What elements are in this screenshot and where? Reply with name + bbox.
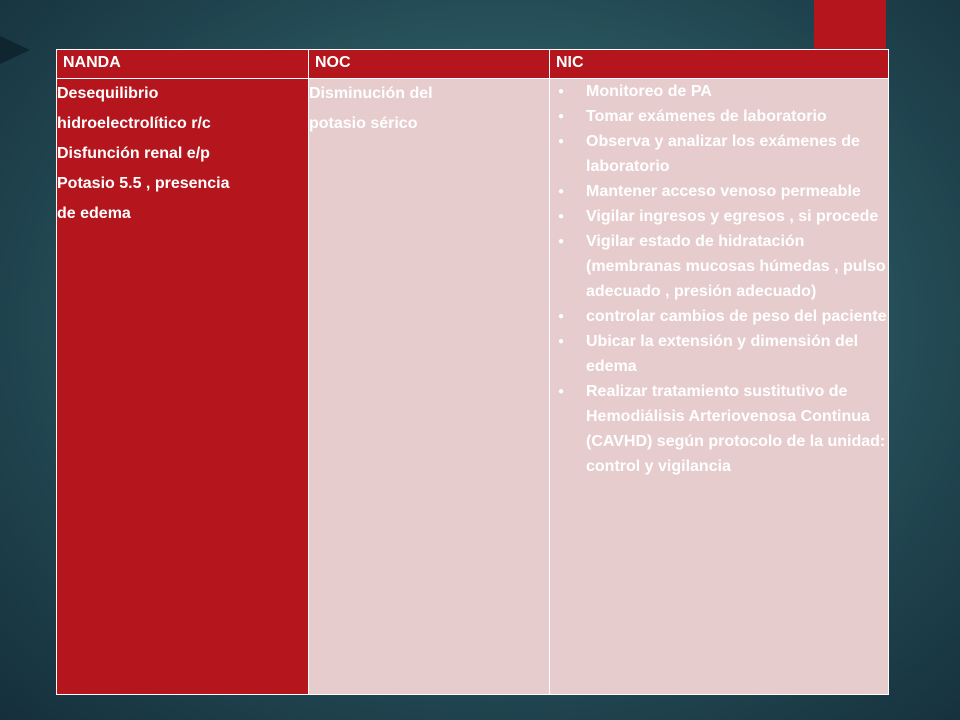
nanda-line: Desequilibrio <box>57 85 159 102</box>
nanda-line: Potasio 5.5 , presencia <box>57 175 230 192</box>
nic-item-text: Vigilar ingresos y egresos , si procede <box>586 208 879 225</box>
nic-item-text: Mantener acceso venoso permeable <box>586 183 861 200</box>
list-item <box>550 229 888 304</box>
nanda-line: hidroelectrolítico r/c <box>57 115 211 132</box>
header-nic: NIC <box>550 50 889 79</box>
care-plan-table-container <box>56 49 888 695</box>
bullet-dot-icon: ● <box>558 136 565 147</box>
header-noc: NOC <box>309 50 550 79</box>
nic-intervention-list <box>550 79 888 479</box>
table-row <box>57 79 889 695</box>
care-plan-table <box>56 49 889 695</box>
nic-interventions-cell <box>550 79 889 695</box>
bullet-dot-icon: ● <box>558 336 565 347</box>
table-header-row <box>57 50 889 79</box>
list-item <box>550 79 888 104</box>
bullet-dot-icon: ● <box>558 211 565 222</box>
list-item <box>550 329 888 379</box>
noc-line: potasio sérico <box>309 115 418 132</box>
slide-top-tab <box>814 0 886 50</box>
nanda-line: de edema <box>57 205 131 222</box>
nic-item-text: Realizar tratamiento sustitutivo de Hemodiálisis Arteriovenosa Continua (CAVHD) según protocolo de la unidad: control y vigilancia <box>586 383 886 475</box>
nic-item-text: Vigilar estado de hidratación (membranas mucosas húmedas , pulso adecuado , presión adecuado) <box>586 233 886 300</box>
bullet-dot-icon: ● <box>558 311 565 322</box>
header-nanda: NANDA <box>57 50 309 79</box>
bullet-dot-icon: ● <box>558 111 565 122</box>
bullet-dot-icon: ● <box>558 236 565 247</box>
nic-item-text: Tomar exámenes de laboratorio <box>586 108 827 125</box>
bullet-dot-icon: ● <box>558 386 565 397</box>
nic-item-text: Ubicar la extensión y dimensión del edema <box>586 333 859 375</box>
noc-outcome-cell <box>309 79 550 695</box>
nic-item-text: Observa y analizar los exámenes de laboratorio <box>586 133 860 175</box>
slide-corner-accent <box>0 36 30 64</box>
list-item <box>550 179 888 204</box>
noc-line: Disminución del <box>309 85 433 102</box>
bullet-dot-icon: ● <box>558 186 565 197</box>
list-item <box>550 104 888 129</box>
list-item <box>550 304 888 329</box>
list-item <box>550 204 888 229</box>
nic-item-text: controlar cambios de peso del paciente <box>586 308 887 325</box>
nanda-line: Disfunción renal e/p <box>57 145 210 162</box>
nanda-diagnosis-cell <box>57 79 309 695</box>
list-item <box>550 129 888 179</box>
bullet-dot-icon: ● <box>558 86 565 97</box>
nic-item-text: Monitoreo de PA <box>586 83 712 100</box>
list-item <box>550 379 888 479</box>
